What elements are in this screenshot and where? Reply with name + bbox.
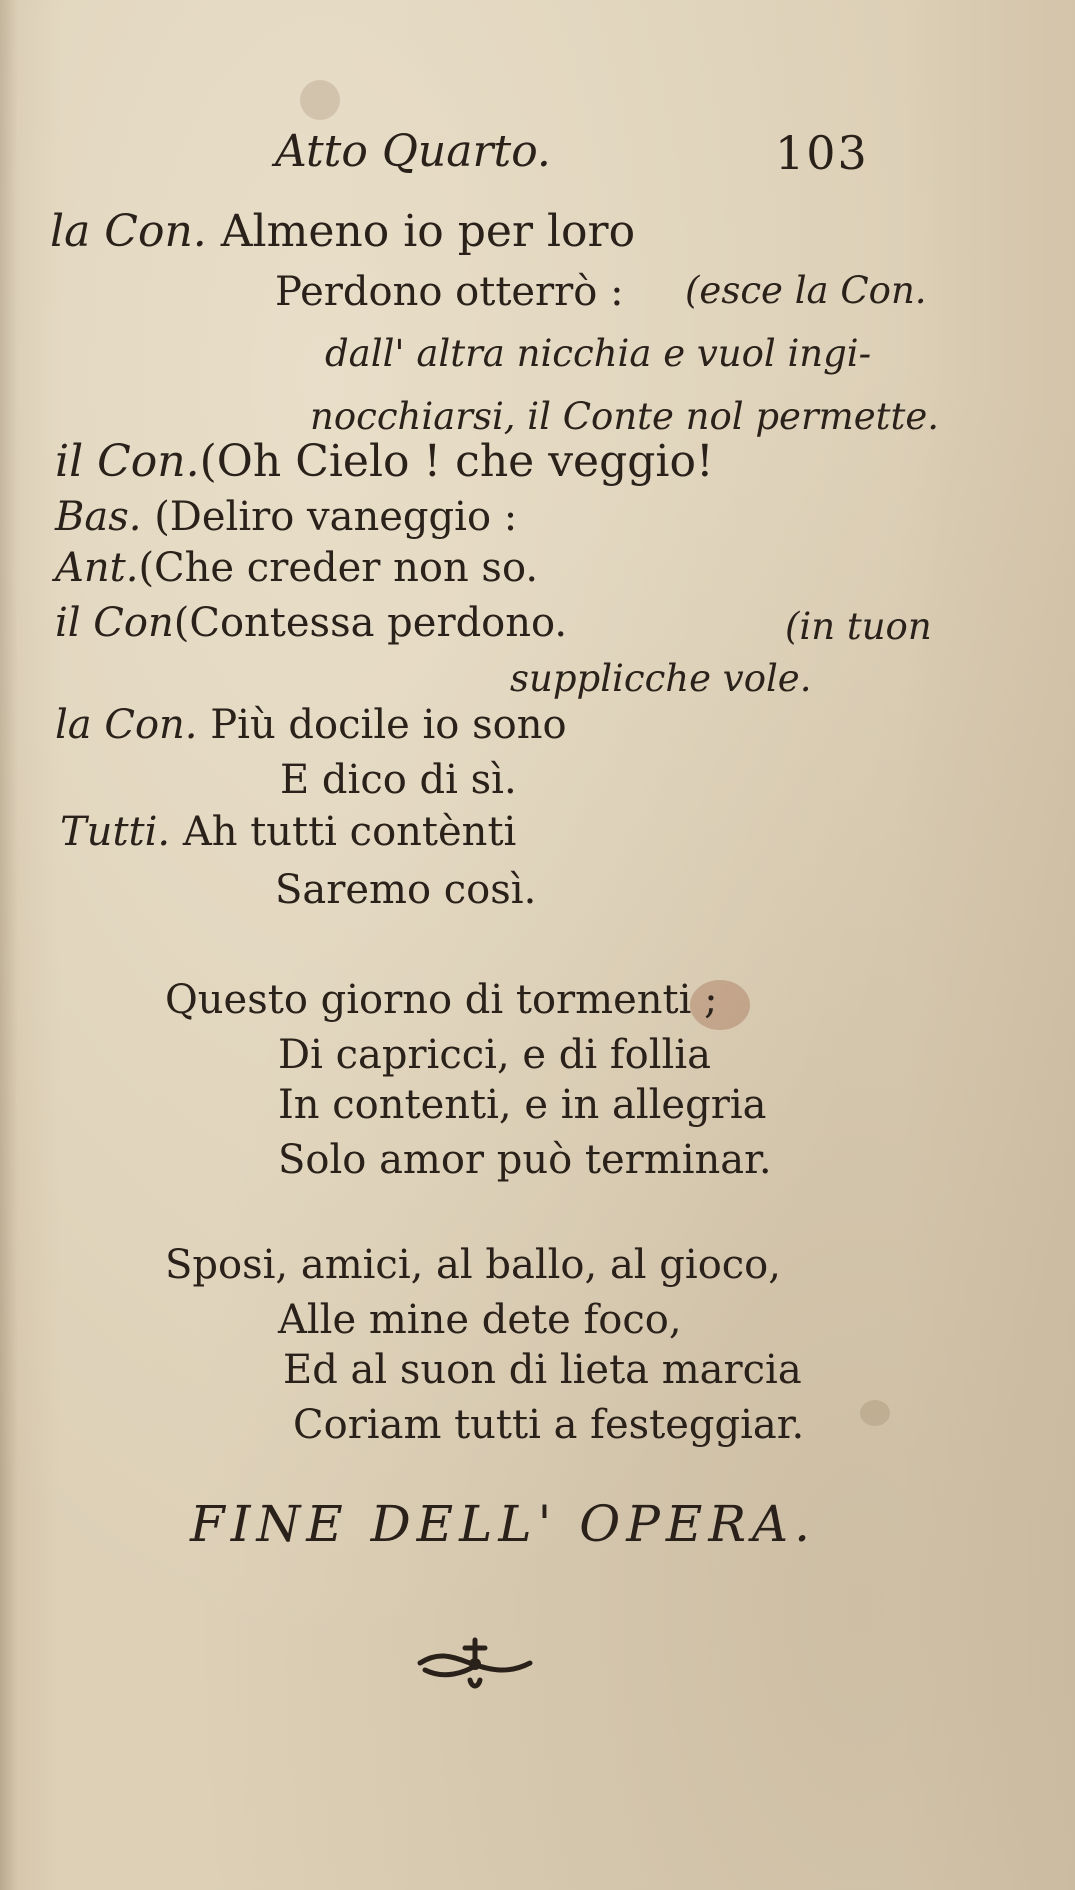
- speaker-label: la Con.: [50, 206, 207, 257]
- stanza-line: Alle mine dete foco,: [278, 1297, 682, 1343]
- stage-direction: nocchiarsi, il Conte nol permette.: [310, 395, 940, 438]
- dialogue-line: [55, 702, 567, 748]
- dialogue-line: [55, 600, 568, 646]
- dialogue-line: [60, 809, 517, 855]
- dialogue-line: [55, 494, 518, 540]
- end-of-opera-heading: FINE DELL' OPERA.: [190, 1495, 816, 1553]
- speaker-label: la Con.: [55, 702, 198, 748]
- printer-ornament-icon: [410, 1628, 540, 1698]
- stage-direction: dall' altra nicchia e vuol ingi-: [325, 332, 872, 375]
- speaker-label: il Con: [55, 600, 174, 646]
- stanza-line: Questo giorno di tormenti ;: [165, 977, 718, 1023]
- dialogue-line: [55, 545, 539, 591]
- verse-text: (Che creder non so.: [138, 545, 539, 591]
- verse-text: Più docile io sono: [210, 702, 567, 748]
- stanza-line: In contenti, e in allegria: [278, 1082, 767, 1128]
- stanza-line: Solo amor può terminar.: [278, 1137, 772, 1183]
- verse-text: (Contessa perdono.: [173, 600, 568, 646]
- verse-text: (Deliro vaneggio :: [154, 494, 518, 540]
- speaker-label: Ant.: [55, 545, 139, 591]
- stanza-line: Ed al suon di lieta marcia: [283, 1347, 802, 1393]
- speaker-label: il Con.: [55, 436, 200, 487]
- speaker-label: Tutti.: [60, 809, 171, 855]
- stage-direction: supplicche vole.: [510, 657, 812, 700]
- speaker-label: Bas.: [55, 494, 142, 540]
- running-head-title: Atto Quarto.: [275, 126, 551, 177]
- page-number: 103: [775, 126, 869, 180]
- dialogue-line: [280, 757, 517, 803]
- verse-text: (Oh Cielo ! che veggio!: [199, 436, 714, 487]
- stanza-line: Coriam tutti a festeggiar.: [293, 1402, 805, 1448]
- paper-stain: [860, 1400, 890, 1426]
- verse-text: Perdono otterrò :: [275, 269, 624, 315]
- stanza-line: Sposi, amici, al ballo, al gioco,: [165, 1242, 781, 1288]
- stage-direction: (esce la Con.: [685, 269, 927, 312]
- dialogue-line: [50, 206, 636, 257]
- dialogue-line: [275, 269, 624, 315]
- stanza-line: Di capricci, e di follia: [278, 1032, 711, 1078]
- stage-direction: (in tuon: [785, 605, 932, 648]
- paper-stain: [300, 80, 340, 120]
- dialogue-line: [55, 436, 714, 487]
- verse-text: E dico di sì.: [280, 757, 517, 803]
- verse-text: Almeno io per loro: [220, 206, 636, 257]
- verse-text: Ah tutti contènti: [182, 809, 517, 855]
- verse-text: Saremo così.: [275, 867, 537, 913]
- dialogue-line: [275, 867, 537, 913]
